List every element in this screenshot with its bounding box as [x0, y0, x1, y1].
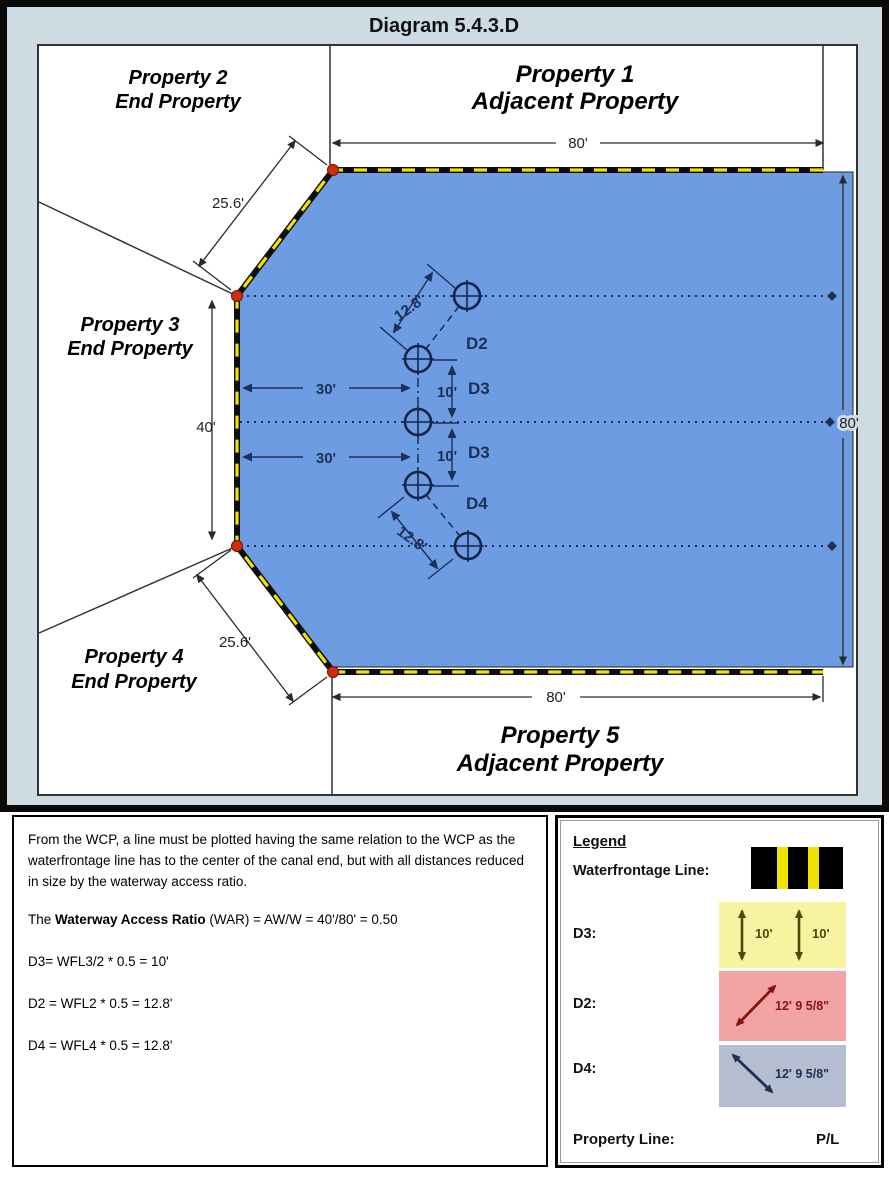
- point-label-d3-upper: D3: [468, 379, 490, 398]
- dim-label-right-height: 80': [839, 415, 859, 432]
- legend: [555, 815, 884, 1168]
- label-property3-line1: Property 3: [80, 314, 180, 336]
- d2-swatch: [719, 971, 846, 1041]
- label-property3-line2: End Property: [67, 338, 193, 360]
- point-label-d4: D4: [466, 494, 488, 513]
- waterfrontage-line-swatch: [751, 847, 843, 889]
- notes-paragraph: From the WCP, a line must be plotted having the same relation to the WCP as the waterfrontage line has to the center of the canal end, but with all distances reduced in size by the waterway access ratio.: [28, 832, 525, 889]
- d2-value: 12' 9 5/8": [775, 999, 830, 1013]
- label-property5-line1: Property 5: [500, 722, 620, 749]
- dim-label-setback-lower: 30': [315, 450, 337, 467]
- notes-box: [12, 815, 548, 1167]
- d3-value-2: 10': [812, 926, 830, 941]
- canal-water-area: [237, 172, 853, 667]
- point-label-d2: D2: [466, 334, 488, 353]
- d4-value: 12' 9 5/8": [775, 1067, 830, 1081]
- dim-label-canal-end-width: 40': [196, 419, 216, 436]
- label-property4-line2: End Property: [71, 671, 197, 693]
- legend-label-property-line: Property Line:: [573, 1131, 675, 1148]
- label-property5-line2: Adjacent Property: [456, 750, 664, 777]
- legend-label-d3: D3:: [573, 926, 597, 942]
- label-property1-line2: Adjacent Property: [471, 88, 679, 115]
- label-property2-line1: Property 2: [128, 67, 228, 89]
- dim-label-d3-lower: 10': [436, 448, 458, 465]
- d3-value-1: 10': [755, 926, 773, 941]
- dim-label-d4: 12.8': [393, 522, 430, 556]
- legend-value-property-line: P/L: [816, 1131, 840, 1148]
- formula-d4: D4 = WFL4 * 0.5 = 12.8': [28, 1038, 173, 1053]
- page-title: Diagram 5.4.3.D: [368, 15, 520, 37]
- legend-inner-border: [560, 820, 879, 1163]
- d4-swatch: [719, 1045, 846, 1107]
- war-line: The Waterway Access Ratio (WAR) = AW/W = 40'/80' = 0.50: [28, 912, 398, 927]
- dim-label-setback-upper: 30': [315, 381, 337, 398]
- label-property4-line1: Property 4: [84, 646, 184, 668]
- label-property1-line1: Property 1: [515, 61, 635, 88]
- dim-label-d2: 12.8': [391, 291, 428, 325]
- label-property2-line2: End Property: [115, 91, 241, 113]
- legend-label-d2: D2:: [573, 996, 597, 1012]
- dim-label-bottom-width: 80': [546, 689, 566, 706]
- dim-label-upper-diagonal: 25.6': [211, 195, 245, 212]
- legend-label-d4: D4:: [573, 1061, 597, 1077]
- war-term: Waterway Access Ratio: [55, 912, 206, 927]
- legend-heading: Legend: [573, 833, 627, 850]
- dim-label-lower-diagonal: 25.6': [218, 634, 252, 651]
- dim-label-d3-upper: 10': [436, 384, 458, 401]
- formula-d2: D2 = WFL2 * 0.5 = 12.8': [28, 996, 173, 1011]
- dim-label-top-width: 80': [568, 135, 588, 152]
- d3-swatch: [719, 902, 846, 968]
- formula-d3: D3= WFL3/2 * 0.5 = 10': [28, 954, 169, 969]
- legend-label-waterfrontage: Waterfrontage Line:: [573, 863, 710, 879]
- point-label-d3-lower: D3: [468, 443, 490, 462]
